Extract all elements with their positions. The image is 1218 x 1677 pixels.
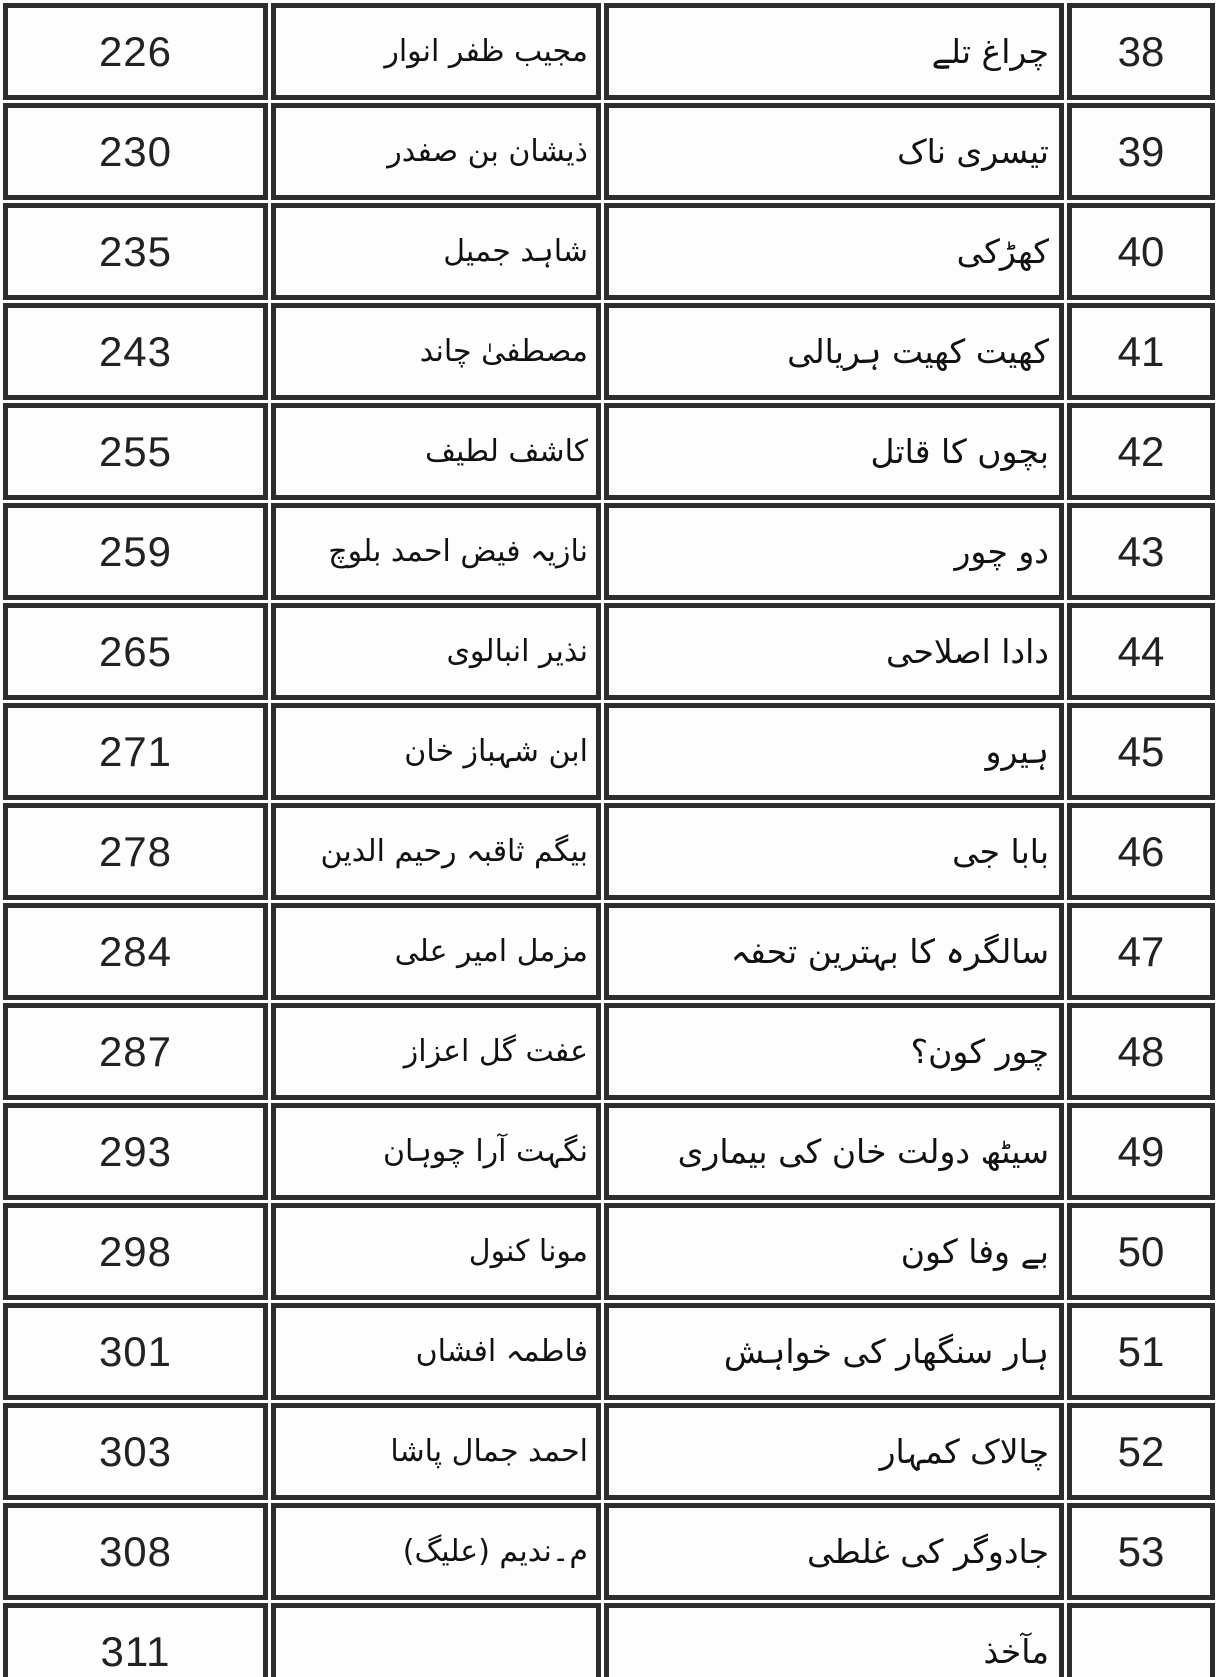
- page-number-cell: 226: [3, 3, 268, 100]
- title-cell: ہیرو: [604, 703, 1064, 800]
- title-cell: جادوگر کی غلطی: [604, 1503, 1064, 1600]
- author-cell: احمد جمال پاشا: [271, 1403, 601, 1500]
- title-cell: بچوں کا قاتل: [604, 403, 1064, 500]
- title-cell: چالاک کمہار: [604, 1403, 1064, 1500]
- author-cell: فاطمہ افشاں: [271, 1303, 601, 1400]
- serial-number-cell: [1067, 1603, 1215, 1677]
- serial-number-cell: 41: [1067, 303, 1215, 400]
- author-cell: شاہد جمیل: [271, 203, 601, 300]
- table-row: [3, 503, 1215, 600]
- table-row: [3, 803, 1215, 900]
- page-number-cell: 265: [3, 603, 268, 700]
- page-number-cell: 259: [3, 503, 268, 600]
- table-row: [3, 303, 1215, 400]
- serial-number-cell: 49: [1067, 1103, 1215, 1200]
- serial-number-cell: 38: [1067, 3, 1215, 100]
- author-cell: مجیب ظفر انوار: [271, 3, 601, 100]
- serial-number-cell: 50: [1067, 1203, 1215, 1300]
- page-number-cell: 230: [3, 103, 268, 200]
- title-cell: کھیت کھیت ہریالی: [604, 303, 1064, 400]
- serial-number-cell: 42: [1067, 403, 1215, 500]
- author-cell: مصطفیٰ چاند: [271, 303, 601, 400]
- title-cell: مآخذ: [604, 1603, 1064, 1677]
- table-row: [3, 403, 1215, 500]
- page-number-cell: 235: [3, 203, 268, 300]
- serial-number-cell: 53: [1067, 1503, 1215, 1600]
- table-row: [3, 103, 1215, 200]
- title-cell: بے وفا کون: [604, 1203, 1064, 1300]
- table-row: [3, 1003, 1215, 1100]
- author-cell: بیگم ثاقبہ رحیم الدین: [271, 803, 601, 900]
- serial-number-cell: 43: [1067, 503, 1215, 600]
- page-number-cell: 255: [3, 403, 268, 500]
- table-row: [3, 1603, 1215, 1677]
- table-row: [3, 703, 1215, 800]
- title-cell: ہار سنگھار کی خواہش: [604, 1303, 1064, 1400]
- table-row: [3, 1503, 1215, 1600]
- title-cell: بابا جی: [604, 803, 1064, 900]
- title-cell: چور کون؟: [604, 1003, 1064, 1100]
- serial-number-cell: 51: [1067, 1303, 1215, 1400]
- author-cell: نذیر انبالوی: [271, 603, 601, 700]
- table-row: [3, 1203, 1215, 1300]
- title-cell: سالگرہ کا بہترین تحفہ: [604, 903, 1064, 1000]
- title-cell: کھڑکی: [604, 203, 1064, 300]
- page-number-cell: 243: [3, 303, 268, 400]
- table-row: [3, 1303, 1215, 1400]
- page-number-cell: 293: [3, 1103, 268, 1200]
- serial-number-cell: 39: [1067, 103, 1215, 200]
- author-cell: نازیہ فیض احمد بلوچ: [271, 503, 601, 600]
- toc-table-body: [3, 3, 1215, 1677]
- title-cell: چراغ تلے: [604, 3, 1064, 100]
- title-cell: دو چور: [604, 503, 1064, 600]
- serial-number-cell: 45: [1067, 703, 1215, 800]
- page-number-cell: 284: [3, 903, 268, 1000]
- serial-number-cell: 52: [1067, 1403, 1215, 1500]
- author-cell: [271, 1603, 601, 1677]
- title-cell: دادا اصلاحی: [604, 603, 1064, 700]
- author-cell: ذیشان بن صفدر: [271, 103, 601, 200]
- page-number-cell: 271: [3, 703, 268, 800]
- author-cell: مونا کنول: [271, 1203, 601, 1300]
- table-row: [3, 3, 1215, 100]
- table-row: [3, 1103, 1215, 1200]
- page-number-cell: 298: [3, 1203, 268, 1300]
- author-cell: م۔ندیم (علیگ): [271, 1503, 601, 1600]
- author-cell: عفت گل اعزاز: [271, 1003, 601, 1100]
- table-row: [3, 603, 1215, 700]
- page-number-cell: 311: [3, 1603, 268, 1677]
- page-number-cell: 303: [3, 1403, 268, 1500]
- table-row: [3, 903, 1215, 1000]
- serial-number-cell: 40: [1067, 203, 1215, 300]
- serial-number-cell: 46: [1067, 803, 1215, 900]
- page-number-cell: 287: [3, 1003, 268, 1100]
- title-cell: تیسری ناک: [604, 103, 1064, 200]
- author-cell: کاشف لطیف: [271, 403, 601, 500]
- serial-number-cell: 48: [1067, 1003, 1215, 1100]
- serial-number-cell: 44: [1067, 603, 1215, 700]
- serial-number-cell: 47: [1067, 903, 1215, 1000]
- page-number-cell: 301: [3, 1303, 268, 1400]
- page-number-cell: 278: [3, 803, 268, 900]
- author-cell: مزمل امیر علی: [271, 903, 601, 1000]
- author-cell: نگہت آرا چوہان: [271, 1103, 601, 1200]
- table-row: [3, 1403, 1215, 1500]
- title-cell: سیٹھ دولت خان کی بیماری: [604, 1103, 1064, 1200]
- author-cell: ابن شہباز خان: [271, 703, 601, 800]
- page-number-cell: 308: [3, 1503, 268, 1600]
- table-row: [3, 203, 1215, 300]
